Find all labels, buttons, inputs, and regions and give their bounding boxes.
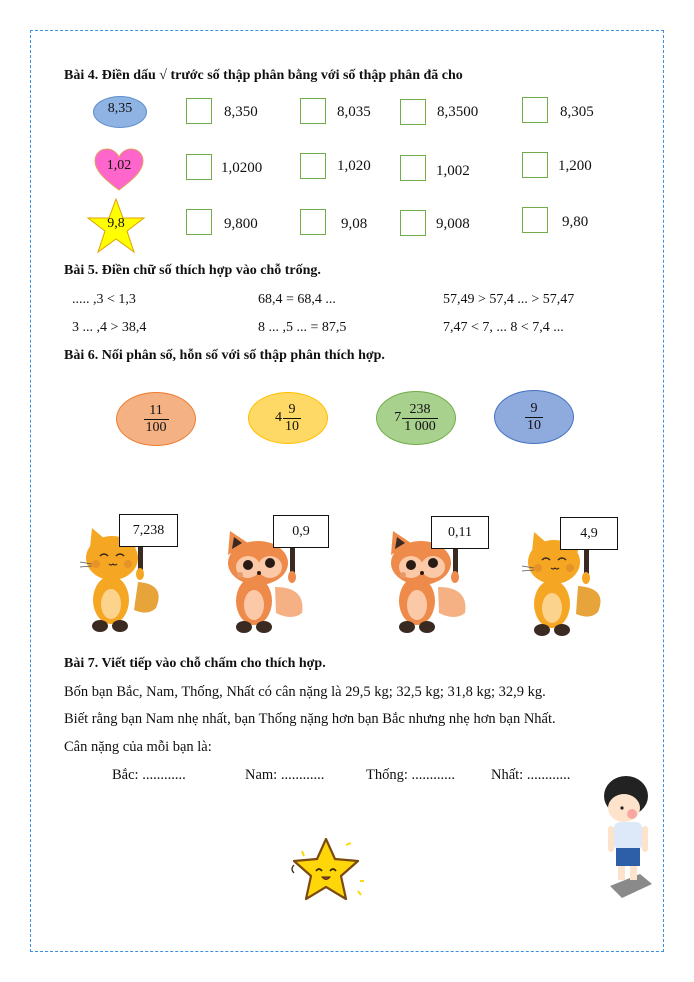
fraction: $\frac{9}{10}$ [527, 400, 541, 433]
bai7-title: Bài 7. Viết tiếp vào chỗ chấm cho thích hợp. [64, 656, 326, 671]
checkbox-8-350[interactable] [186, 98, 212, 124]
fraction-oval-7-238-1000[interactable] [376, 391, 456, 445]
option-8-305: 8,305 [560, 104, 594, 120]
bai5-item-5: 8 ... ,5 ... = 87,5 [258, 320, 347, 335]
option-9-008: 9,008 [436, 216, 470, 232]
fraction: $\frac{9}{10}$ [285, 401, 299, 434]
bai5-item-1: ..... ,3 < 1,3 [72, 292, 136, 307]
fraction-oval-4-9-10[interactable] [248, 392, 328, 444]
option-1-002: 1,002 [436, 163, 470, 179]
bai5-title: Bài 5. Điền chữ số thích hợp vào chỗ trống. [64, 263, 321, 278]
bai7-line-1: Bốn bạn Bắc, Nam, Thống, Nhất có cân nặng là 29,5 kg; 32,5 kg; 31,8 kg; 32,9 kg. [64, 684, 546, 700]
bai5-item-3: 57,49 > 57,4 ... > 57,47 [443, 292, 575, 307]
checkbox-1-0200[interactable] [186, 154, 212, 180]
option-9-80: 9,80 [562, 214, 589, 230]
checkbox-9-80[interactable] [522, 207, 548, 233]
fraction-oval-9-10[interactable] [494, 390, 574, 444]
option-8-350: 8,350 [224, 104, 258, 120]
option-8-035: 8,035 [337, 104, 371, 120]
checkbox-9-08[interactable] [300, 209, 326, 235]
checkbox-8-3500[interactable] [400, 99, 426, 125]
option-9-08: 9,08 [341, 216, 368, 232]
bai5-item-4: 3 ... ,4 > 38,4 [72, 320, 147, 335]
bai5-item-2: 68,4 = 68,4 ... [258, 292, 336, 307]
checkbox-8-305[interactable] [522, 97, 548, 123]
bai6-title: Bài 6. Nối phân số, hỗn số với số thập phân thích hợp. [64, 348, 385, 363]
checkbox-8-035[interactable] [300, 98, 326, 124]
answer-bac[interactable]: Bắc: ............ [112, 767, 186, 783]
option-8-3500: 8,3500 [437, 104, 479, 120]
decimal-sign-0-9[interactable]: 0,9 [273, 515, 329, 548]
checkbox-9-800[interactable] [186, 209, 212, 235]
fraction: $\frac{238}{1 000}$ [404, 401, 436, 434]
fraction: $\frac{11}{100}$ [145, 402, 167, 435]
decimal-sign-7-238[interactable]: 7,238 [119, 514, 178, 547]
option-1-020: 1,020 [337, 158, 371, 174]
given-number-9-8: 9,8 [107, 216, 125, 231]
option-9-800: 9,800 [224, 216, 258, 232]
bai7-line-3: Cân nặng của mỗi bạn là: [64, 739, 212, 755]
given-number-8-35: 8,35 [107, 101, 133, 116]
boy-on-scale-icon [600, 774, 660, 904]
mixed-whole: 4 [275, 410, 282, 425]
given-number-1-02: 1,02 [106, 158, 132, 173]
answer-thong[interactable]: Thống: ............ [366, 767, 456, 783]
checkbox-1-200[interactable] [522, 152, 548, 178]
option-1-0200: 1,0200 [221, 160, 263, 176]
smiling-star-icon [288, 835, 368, 907]
mixed-whole: 7 [394, 410, 402, 425]
checkbox-1-002[interactable] [400, 155, 426, 181]
decimal-sign-0-11[interactable]: 0,11 [431, 516, 489, 549]
bai4-title: Bài 4. Điền dấu √ trước số thập phân bằng với số thập phân đã cho [64, 68, 463, 83]
answer-nam[interactable]: Nam: ............ [245, 767, 325, 783]
checkbox-1-020[interactable] [300, 153, 326, 179]
checkbox-9-008[interactable] [400, 210, 426, 236]
bai7-line-2: Biết rằng bạn Nam nhẹ nhất, bạn Thống nặng hơn bạn Bắc nhưng nhẹ hơn bạn Nhất. [64, 711, 556, 727]
option-1-200: 1,200 [558, 158, 592, 174]
fraction-oval-11-100[interactable] [116, 392, 196, 446]
answer-nhat[interactable]: Nhất: ............ [491, 767, 571, 783]
decimal-sign-4-9[interactable]: 4,9 [560, 517, 618, 550]
bai5-item-6: 7,47 < 7, ... 8 < 7,4 ... [443, 320, 564, 335]
